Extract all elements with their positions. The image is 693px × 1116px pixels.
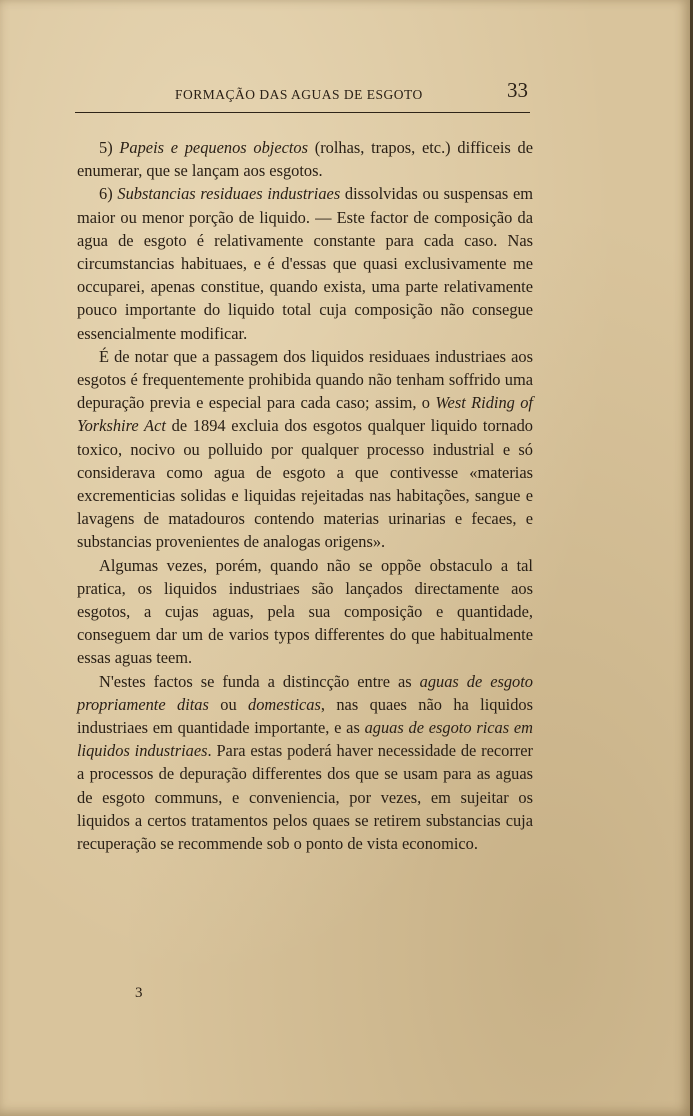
item-number: 5)	[99, 138, 120, 157]
running-header	[75, 78, 530, 113]
item-term: Substancias residuaes industriaes	[117, 184, 341, 204]
body-text	[77, 136, 533, 855]
term-industrial: aguas de esgoto ricas em liquidos industriaes	[77, 718, 533, 761]
paragraph-item-5	[77, 136, 533, 182]
item-text: (rolhas, trapos, etc.) difficeis de enumerar, que se lançam aos esgotos.	[77, 138, 533, 181]
paragraph-direct-discharge: Algumas vezes, porém, quando não se oppõe obstaculo a tal pratica, os liquidos industriaes são lançados directamente aos esgotos, a cujas aguas, pela sua composição e quantidade, conseguem dar um de varios typos differentes do que habitualmente essas aguas teem.	[77, 555, 533, 668]
term-domestic: aguas de esgoto propriamente ditas	[77, 671, 533, 714]
item-text: dissolvidas ou suspensas em maior ou menor porção de liquido. — Este factor de composição da agua de esgoto é relativamente constante para cada caso. Nas circumstancias habituaes, e é d'essas que quasi exclusivamente me occuparei, apenas constitue, quando exista, uma parte relativamente pouco importante do liquido total cuja composição não consegue essencialmente modificar.	[77, 184, 533, 343]
paragraph-text: . Para estas poderá haver necessidade de recorrer a processos de depuração differentes dos que se usam para as aguas de esgoto communs, e conveniencia, por vezes, em sujeitar os liquidos a certos tratamentos pelos quaes se retirem substancias cuja recuperação se recommende sob o ponto de vista economico.	[77, 741, 533, 854]
paragraph-text: N'estes factos se funda a distincção entre as	[99, 671, 420, 691]
act-name: West Riding of Yorkshire Act	[77, 393, 533, 436]
paragraph-text: É de notar que a passagem dos liquidos residuaes industriaes aos esgotos é frequentemente prohibida quando não tenham soffrido uma depuração previa e especial para cada caso; assim, o	[77, 346, 533, 413]
paragraph-text: , nas quaes não ha liquidos industriaes em quantidade importante, e as	[77, 694, 533, 738]
signature-mark: 3	[135, 985, 143, 1001]
paragraph-text: ou	[208, 694, 249, 714]
term-domesticas: domesticas	[248, 694, 321, 714]
item-term: Papeis e pequenos objectos	[119, 138, 309, 157]
running-title: FORMAÇÃO DAS AGUAS DE ESGOTO	[175, 87, 423, 102]
paragraph-distinction	[77, 670, 533, 856]
paragraph-text: de 1894 excluia dos esgotos qualquer liquido tornado toxico, nocivo ou polluido por qualquer processo industrial e só considerava como agua de esgoto a que contivesse «materias excrementicias solidas e liquidas rejeitadas nas habitações, sangue e lavagens de matadouros contendo materias urinarias e fecaes, e substancias provenientes de analogas origens».	[77, 416, 534, 552]
paragraph-industrial-restriction	[77, 345, 533, 554]
page-number: 33	[507, 78, 528, 102]
item-number: 6)	[99, 184, 118, 204]
paragraph-item-6	[77, 182, 533, 344]
